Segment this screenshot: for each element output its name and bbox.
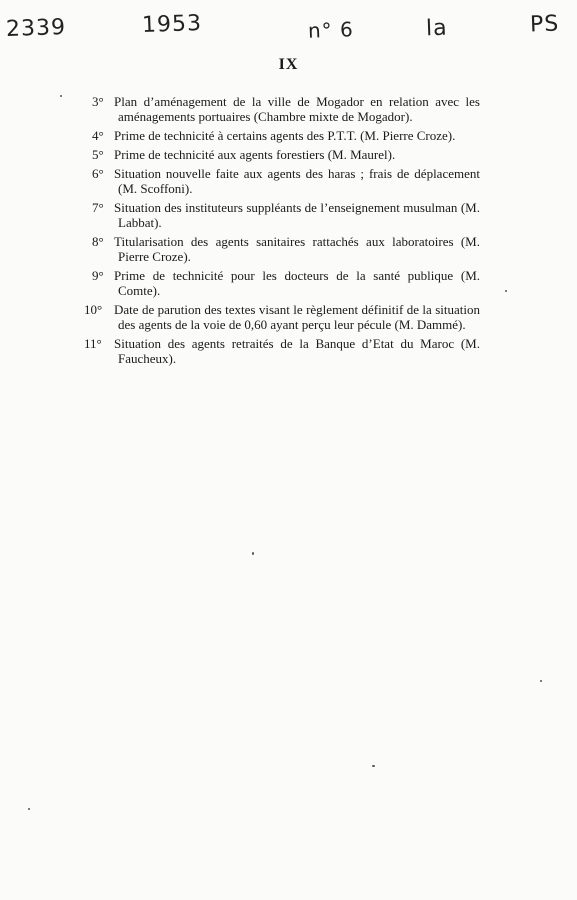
handwritten-note: la	[425, 15, 449, 42]
list-item	[78, 234, 480, 264]
item-text: Date de parution des textes visant le règlement définitif de la situation des agents de la voie de 0,60 ayant perçu leur pécule (M. Dammé).	[114, 302, 480, 332]
scan-speck	[372, 765, 375, 767]
item-number: 10°	[84, 302, 103, 317]
agenda-list	[78, 94, 480, 370]
scan-speck	[60, 95, 62, 97]
item-text: Plan d’aménagement de la ville de Mogador en relation avec les aménagements portuaires (Chambre mixte de Mogador).	[114, 94, 480, 124]
list-item	[78, 336, 480, 366]
list-item	[78, 128, 480, 143]
list-item	[78, 166, 480, 196]
handwritten-reference: 2339	[5, 14, 67, 43]
item-text: Prime de technicité pour les docteurs de la santé publique (M. Comte).	[114, 268, 480, 298]
item-number: 3°	[92, 94, 104, 109]
handwritten-year: 1953	[141, 10, 203, 39]
item-text: Situation des agents retraités de la Banque d’Etat du Maroc (M. Faucheux).	[114, 336, 480, 366]
item-number: 8°	[92, 234, 104, 249]
handwritten-number: n° 6	[307, 17, 355, 43]
item-text: Situation nouvelle faite aux agents des haras ; frais de déplacement (M. Scoffoni).	[114, 166, 480, 196]
scan-speck	[28, 808, 30, 810]
item-text: Prime de technicité à certains agents des P.T.T. (M. Pierre Croze).	[114, 128, 456, 143]
list-item	[78, 94, 480, 124]
item-number: 6°	[92, 166, 104, 181]
item-text: Situation des instituteurs suppléants de l’enseignement musulman (M. Labbat).	[114, 200, 480, 230]
list-item	[78, 147, 480, 162]
scan-speck	[505, 290, 507, 292]
scan-speck	[252, 552, 254, 555]
list-item	[78, 302, 480, 332]
item-number: 7°	[92, 200, 104, 215]
page-title: IX	[278, 56, 299, 73]
list-item	[78, 268, 480, 298]
item-number: 11°	[84, 336, 102, 351]
handwritten-initials: PS	[529, 11, 560, 38]
item-text: Prime de technicité aux agents forestiers (M. Maurel).	[114, 147, 396, 162]
item-text: Titularisation des agents sanitaires rattachés aux laboratoires (M. Pierre Croze).	[114, 234, 480, 264]
scan-speck	[540, 680, 542, 682]
item-number: 9°	[92, 268, 104, 283]
item-number: 5°	[92, 147, 104, 162]
item-number: 4°	[92, 128, 104, 143]
list-item	[78, 200, 480, 230]
